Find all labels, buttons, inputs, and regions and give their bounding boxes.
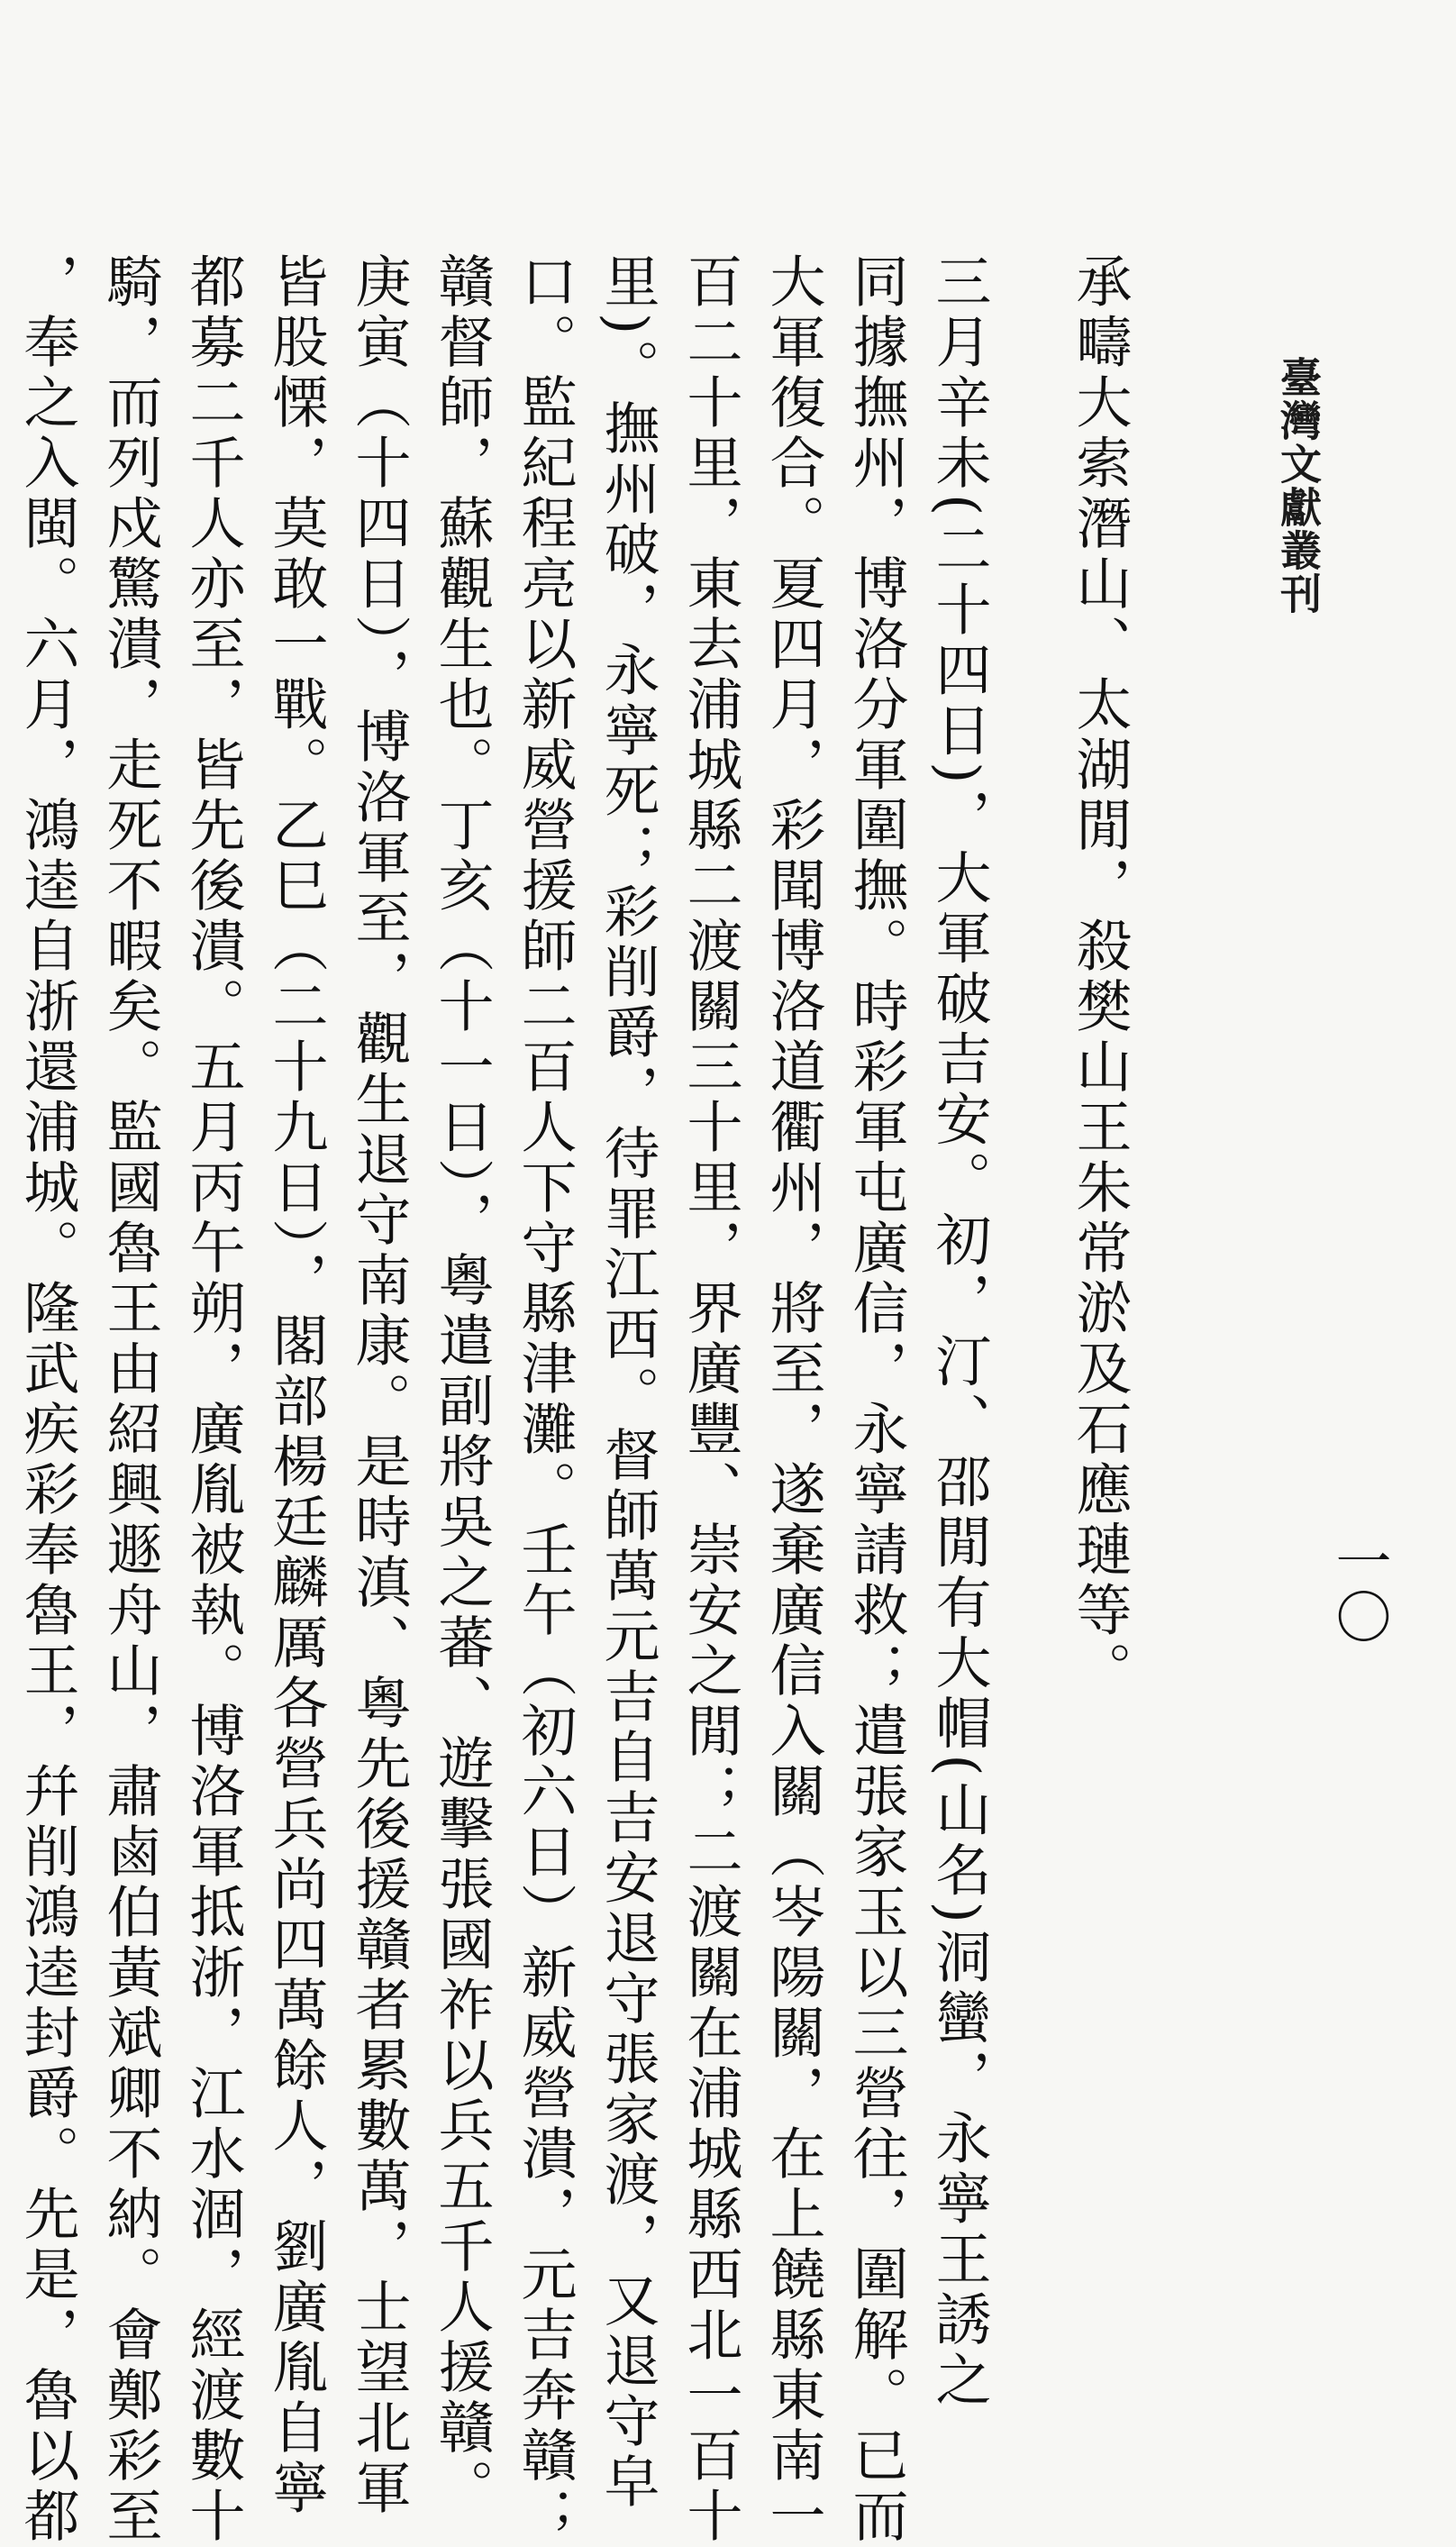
text-column: 贛督師，蘇觀生也。丁亥（十一日），粵遣副將吳之蕃、遊擊張國祚以兵五千人援贛。 — [429, 252, 495, 2519]
body-text — [14, 252, 1198, 2547]
text-column: 騎，而列戍驚潰，走死不暇矣。監國魯王由紹興遯舟山，肅鹵伯黃斌卿不納。會鄭彩至 — [97, 252, 163, 2547]
text-column: ，奉之入閩。六月，鴻逵自浙還浦城。隆武疾彩奉魯王，幷削鴻逵封爵。先是，魯以都 — [14, 252, 80, 2547]
text-column: 三月辛未(二十四日)，大軍破吉安。初，汀、邵閒有大帽(山名)洞蠻，永寧王誘之 — [926, 252, 992, 2411]
text-column: 里)。撫州破，永寧死；彩削爵，待罪江西。督師萬元吉自吉安退守張家渡，又退守皁 — [595, 252, 660, 2514]
text-column: 承疇大索潛山、太湖閒，殺樊山王朱常淤及石應璉等。 — [1067, 252, 1133, 1702]
text-column: 皆股慄，莫敢一戰。乙巳（二十九日），閣部楊廷麟厲各營兵尚四萬餘人，劉廣胤自寧 — [263, 252, 329, 2519]
text-column: 百二十里，東去浦城縣二渡關三十里，界廣豐、崇安之閒；二渡關在浦城縣西北一百十 — [678, 252, 743, 2547]
text-column — [0, 252, 5, 1947]
series-title: 臺灣文獻叢刊 — [1274, 356, 1323, 616]
text-column: 都募二千人亦至，皆先後潰。五月丙午朔，廣胤被執。博洛軍抵浙，江水涸，經渡數十 — [180, 252, 246, 2547]
text-column: 同據撫州，博洛分軍圍撫。時彩軍屯廣信，永寧請救；遣張家玉以三營往，圍解。已而 — [843, 252, 909, 2547]
page-number: 一〇 — [1326, 1532, 1392, 1644]
text-column: 庚寅（十四日），博洛軍至，觀生退守南康。是時滇、粵先後援贛者累數萬，士望北軍 — [346, 252, 412, 2519]
text-column: 口。監紀程亮以新威營援師二百人下守縣津灘。壬午（初六日）新威營潰，元吉奔贛； — [512, 252, 578, 2547]
text-column: 大軍復合。夏四月，彩聞博洛道衢州，將至，遂棄廣信入關（岑陽關，在上饒縣東南一 — [760, 252, 826, 2547]
